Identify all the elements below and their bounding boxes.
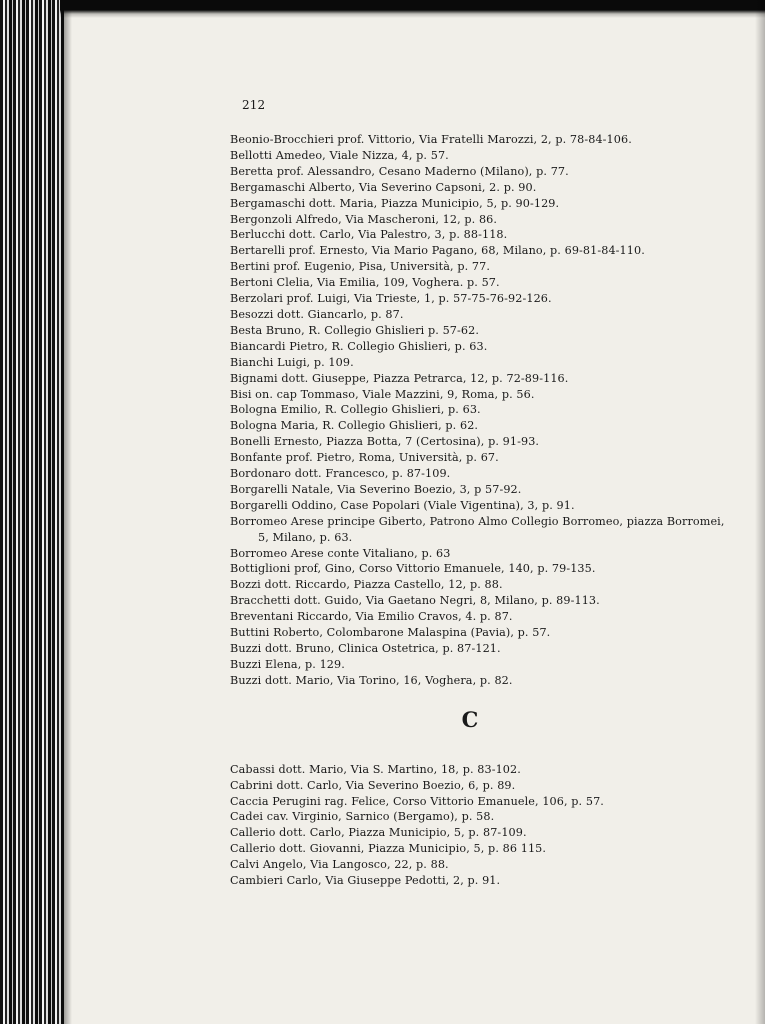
- section-c-list: [230, 762, 730, 889]
- directory-entry: Caccia Perugini rag. Felice, Corso Vittorio Emanuele, 106, p. 57.: [230, 794, 604, 808]
- directory-entry: Bertarelli prof. Ernesto, Via Mario Pagano, 68, Milano, p. 69-81-84-110.: [230, 244, 645, 258]
- directory-entry: Bordonaro dott. Francesco, p. 87-109.: [230, 467, 451, 481]
- directory-entry: Bisi on. cap Tommaso, Viale Mazzini, 9, Roma, p. 56.: [230, 387, 535, 401]
- directory-entry: Borromeo Arese principe Giberto, Patrono Almo Collegio Borromeo, piazza Borromei, 5, Milano, p. 63.: [230, 514, 725, 544]
- directory-entry: Bellotti Amedeo, Viale Nizza, 4, p. 57.: [230, 148, 449, 162]
- page-number: 212: [242, 98, 266, 112]
- directory-entry: Callerio dott. Giovanni, Piazza Municipio, 5, p. 86 115.: [230, 842, 547, 856]
- directory-entry: Bertini prof. Eugenio, Pisa, Università, p. 77.: [230, 260, 490, 274]
- directory-entry: Cabassi dott. Mario, Via S. Martino, 18, p. 83-102.: [230, 762, 521, 776]
- directory-entry: Breventani Riccardo, Via Emilio Cravos, 4. p. 87.: [230, 610, 513, 624]
- directory-entry: Bergamaschi dott. Maria, Piazza Municipio, 5, p. 90-129.: [230, 196, 560, 210]
- directory-entry: Buttini Roberto, Colombarone Malaspina (Pavia), p. 57.: [230, 626, 551, 640]
- directory-entry: Bracchetti dott. Guido, Via Gaetano Negri, 8, Milano, p. 89-113.: [230, 594, 600, 608]
- directory-entry: Calvi Angelo, Via Langosco, 22, p. 88.: [230, 858, 449, 872]
- directory-entry: Borromeo Arese conte Vitaliano, p. 63: [230, 546, 451, 560]
- scan-top-shadow: [60, 0, 765, 18]
- directory-entry: Bonelli Ernesto, Piazza Botta, 7 (Certosina), p. 91-93.: [230, 435, 540, 449]
- directory-entry: Buzzi Elena, p. 129.: [230, 657, 345, 671]
- directory-entry: Buzzi dott. Bruno, Clinica Ostetrica, p. 87-121.: [230, 642, 501, 655]
- directory-page: [230, 98, 730, 889]
- directory-entry: Besozzi dott. Giancarlo, p. 87.: [230, 307, 404, 321]
- directory-entry: Biancardi Pietro, R. Collegio Ghislieri, p. 63.: [230, 339, 488, 353]
- directory-entry: Bozzi dott. Riccardo, Piazza Castello, 12, p. 88.: [230, 578, 503, 592]
- section-b-list: [230, 132, 730, 689]
- directory-entry: Berlucchi dott. Carlo, Via Palestro, 3, p. 88-118.: [230, 228, 508, 242]
- directory-entry: Berzolari prof. Luigi, Via Trieste, 1, p. 57-75-76-92-126.: [230, 292, 552, 306]
- directory-entry: Bianchi Luigi, p. 109.: [230, 355, 354, 369]
- scan-right-edge: [755, 0, 765, 1024]
- directory-entry: Besta Bruno, R. Collegio Ghislieri p. 57-62.: [230, 323, 479, 337]
- directory-entry: Cabrini dott. Carlo, Via Severino Boezio, 6, p. 89.: [230, 778, 516, 792]
- directory-entry: Bergonzoli Alfredo, Via Mascheroni, 12, p. 86.: [230, 212, 498, 226]
- book-binding-edge: [0, 0, 64, 1024]
- directory-entry: Buzzi dott. Mario, Via Torino, 16, Voghera, p. 82.: [230, 673, 513, 687]
- directory-entry: Cambieri Carlo, Via Giuseppe Pedotti, 2, p. 91.: [230, 874, 501, 888]
- directory-entry: Cadei cav. Virginio, Sarnico (Bergamo), p. 58.: [230, 810, 495, 824]
- directory-entry: Borgarelli Oddino, Case Popolari (Viale Vigentina), 3, p. 91.: [230, 498, 575, 512]
- directory-entry: Bologna Emilio, R. Collegio Ghislieri, p. 63.: [230, 403, 481, 417]
- directory-entry: Bertoni Clelia, Via Emilia, 109, Voghera. p. 57.: [230, 276, 500, 290]
- directory-entry: Bignami dott. Giuseppe, Piazza Petrarca, 12, p. 72-89-116.: [230, 371, 569, 385]
- section-letter-heading: C: [461, 706, 479, 732]
- directory-entry: Bergamaschi Alberto, Via Severino Capsoni, 2. p. 90.: [230, 180, 537, 194]
- directory-entry: Bonfante prof. Pietro, Roma, Università, p. 67.: [230, 451, 499, 465]
- directory-entry: Callerio dott. Carlo, Piazza Municipio, 5, p. 87-109.: [230, 826, 527, 840]
- directory-entry: Beonio-Brocchieri prof. Vittorio, Via Fratelli Marozzi, 2, p. 78-84-106.: [230, 133, 632, 146]
- directory-entry: Beretta prof. Alessandro, Cesano Maderno (Milano), p. 77.: [230, 164, 569, 178]
- directory-entry: Borgarelli Natale, Via Severino Boezio, 3, p 57-92.: [230, 482, 522, 496]
- directory-entry: Bottiglioni prof, Gino, Corso Vittorio Emanuele, 140, p. 79-135.: [230, 562, 596, 576]
- directory-entry: Bologna Maria, R. Collegio Ghislieri, p. 62.: [230, 419, 479, 433]
